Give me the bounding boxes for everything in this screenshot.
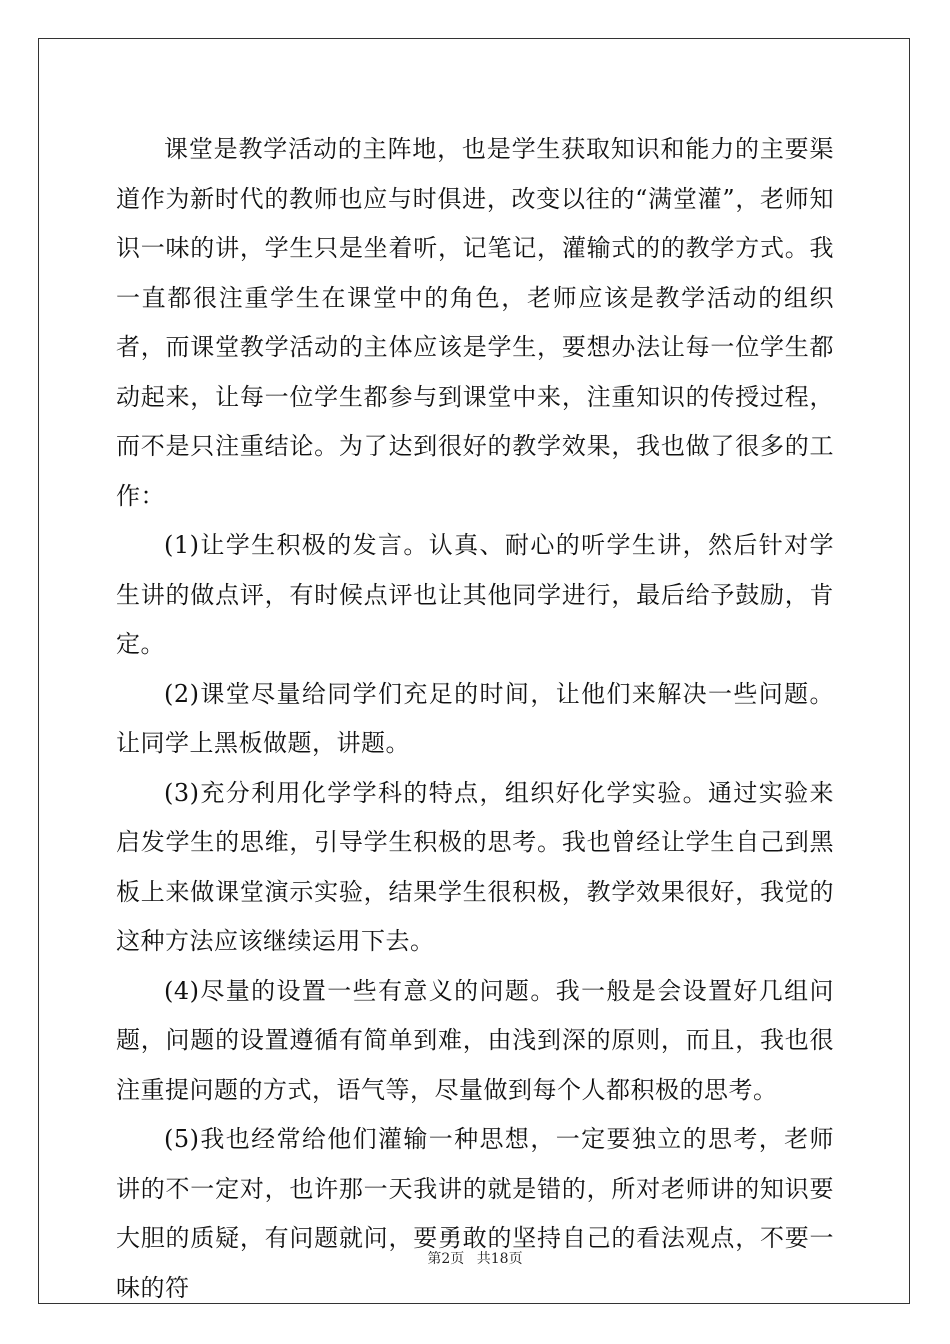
paragraph-item-2: (2)课堂尽量给同学们充足的时间，让他们来解决一些问题。让同学上黑板做题，讲题。 <box>116 679 834 757</box>
page-footer <box>0 1248 950 1268</box>
paragraph-intro: 课堂是教学活动的主阵地，也是学生获取知识和能力的主要渠道作为新时代的教师也应与时俱进，改变以往的“满堂灌”，老师知识一味的讲，学生只是坐着听，记笔记，灌输式的的教学方式。我一直都很注重学生在课堂中的角色，老师应该是教学活动的组织者，而课堂教学活动的主体应该是学生，要想办法让每一位学生都动起来，让每一位学生都参与到课堂中来，注重知识的传授过程，而不是只注重结论。为了达到很好的教学效果，我也做了很多的工作： <box>116 135 834 510</box>
paragraph-item-5: (5)我也经常给他们灌输一种思想，一定要独立的思考，老师讲的不一定对，也许那一天我讲的就是错的，所对老师讲的知识要大胆的质疑，有问题就问，要勇敢的坚持自己的看法观点，不要一味的符 <box>116 1125 834 1302</box>
page-number: 第2页 <box>427 1251 465 1267</box>
page-total: 共18页 <box>476 1251 523 1267</box>
document-body <box>116 125 834 1313</box>
paragraph-item-1: (1)让学生积极的发言。认真、耐心的听学生讲，然后针对学生讲的做点评，有时候点评也让其他同学进行，最后给予鼓励，肯定。 <box>116 531 834 658</box>
paragraph-item-4: (4)尽量的设置一些有意义的问题。我一般是会设置好几组问题，问题的设置遵循有简单到难，由浅到深的原则，而且，我也很注重提问题的方式，语气等，尽量做到每个人都积极的思考。 <box>116 976 834 1104</box>
paragraph-item-3: (3)充分利用化学学科的特点，组织好化学实验。通过实验来启发学生的思维，引导学生积极的思考。我也曾经让学生自己到黑板上来做课堂演示实验，结果学生很积极，教学效果很好，我觉的这种方法应该继续运用下去。 <box>116 778 834 955</box>
